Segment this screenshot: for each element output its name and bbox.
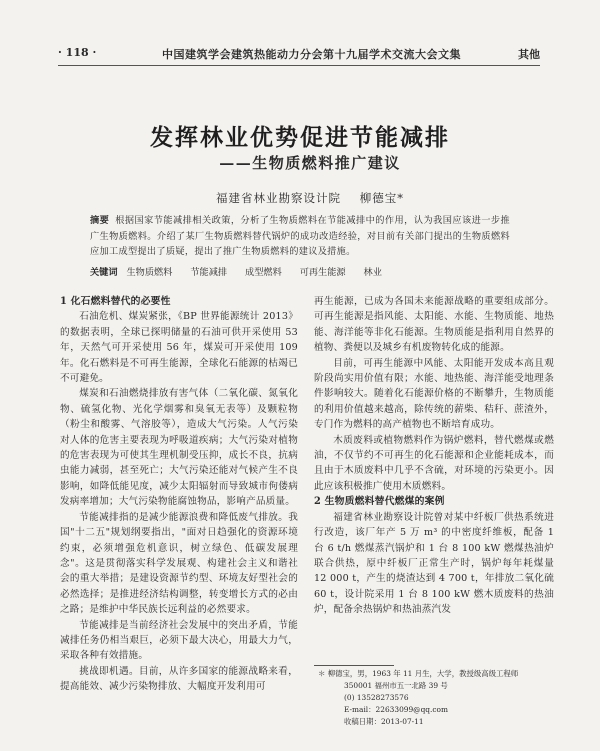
journal-title: 中国建筑学会建筑热能动力分会第十九届学术交流大会文集 [162,48,461,61]
body-paragraph: 挑战即机遇。目前，从许多国家的能源战略来看，提高能效、减少污染物排放、大幅度开发利用可 [60,665,298,693]
article-title: 发挥林业优势促进节能减排 [150,124,450,151]
keyword: 成型燃料 [245,267,282,278]
section-heading: 1 化石燃料替代的必要性 [60,296,171,307]
section-label: 其他 [518,48,540,61]
left-column [60,294,298,695]
author-affiliation: 福建省林业勘察设计院 [216,191,342,205]
author-name: 柳德宝* [359,191,404,205]
body-paragraph: 石油危机、煤炭紧张，《BP 世界能源统计 2013》的数据表明，全球已探明储量的石油可供开采使用 53 年，天然气可开采使用 56 年，煤炭可开采使用 109 年。化石燃料是不可再生能源，全球化石能源的枯竭已不可避免。 [60,311,298,385]
keyword: 节能减排 [190,267,228,278]
abstract [90,213,510,260]
body-paragraph: 再生能源，已成为各国未来能源战略的重要组成部分。可再生能源是指风能、太阳能、水能、生物质能、地热能、海洋能等非化石能源。生物质能是指利用自然界的植物、粪便以及城乡有机废物转化成的能源。 [314,296,554,354]
author-line [0,190,600,206]
body-paragraph: 节能减排是当前经济社会发展中的突出矛盾，节能减排任务仍相当艰巨，必须下最大决心，用最大力气，采取各种有效措施。 [60,619,298,662]
footnote-email: E-mail：22633099@qq.com [344,705,448,714]
body-paragraph: 煤炭和石油燃烧排放有害气体（二氧化碳、氮氧化物、硫氢化物、光化学烟雾和臭氧无表等）及颗粒物（粉尘和酸雾、气溶胶等），造成大气污染。人气污染对人体的危害主要表现为呼吸道疾病；大气污染对植物的危害表现为可使其生理机制受压抑，成长不良，抗病虫能力减弱，甚至死亡；大气污染还能对气候产生不良影响，如降低能见度，减少太阳辐射而导致城市佝偻病发病率增加；大气污染物能腐蚀物品，影响产品质量。 [60,388,298,508]
body-paragraph: 目前，可再生能源中风能、太阳能开发成本高且观阶段尚实用价值有限；水能、地热能、海洋能受地理条件影响较大。随着化石能源价格的不断攀升，生物质能的利用价值越来越高，除传统的薪柴、秸秆、蔗渣外，专门作为燃料的高产植物也不断培育成功。 [314,357,554,431]
abstract-label: 摘要 [90,215,110,226]
keywords-label: 关键词 [90,267,118,278]
keywords [90,264,510,278]
keyword: 林业 [363,267,382,278]
header-divider [58,65,540,66]
keyword: 生物质燃料 [126,267,173,278]
footnote-author-info: ＊ 柳德宝，男，1963 年 11 月生，大学，教授级高级工程师 [318,669,519,678]
article-subtitle: ——生物质燃料推广建议 [219,154,401,172]
body-paragraph: 木质废料或植物燃料作为锅炉燃料，替代燃煤或燃油，不仅节约不可再生的化石能源和企业能耗成本，而且由于木质废料中几乎不含硫，对环境的污染更小。因此应该积极推广使用木质燃料。 [314,434,554,492]
footnote-received-date: 收稿日期：2013-07-11 [344,717,424,726]
author-footnote [318,668,554,728]
footnote-phone: (0) 13528273576 [344,693,409,702]
footnote-address: 350001 福州市五一北路 39 号 [344,681,448,690]
body-paragraph: 节能减排指的是减少能源浪费和降低废气排放。我国"十二五"规划纲要指出，"面对日趋强化的资源环境约束，必须增强危机意识，树立绿色、低碳发展理念"。这是贯彻落实科学发展观、构建社会主义和谐社会的重大举措；是建设资源节约型、环境友好型社会的必然选择；是推进经济结构调整，转变增长方式的必由之路；是维护中华民族长远利益的必然要求。 [60,511,298,616]
abstract-text: 根据国家节能减排相关政策，分析了生物质燃料在节能减排中的作用，认为我国应该进一步推广生物质燃料。介绍了某厂生物质燃料替代锅炉的成功改造经验，对目前有关部门提出的生物质燃料应加工成型提出了质疑，提出了推广生物质燃料的建议及措施。 [90,215,510,258]
body-paragraph: 福建省林业勘察设计院曾对某中纤板厂供热系统进行改造，该厂年产 5 万 m³ 的中密度纤维板，配备 1 台 6 t/h 燃煤蒸汽锅炉和 1 台 8 100 kW 燃煤热油炉联合供热，原中纤板厂正常生产时，锅炉每年耗煤量 12 000 t，产生的烧渣达到 4 700 t，年排放二氧化硫 60 t，设计院采用 1 台 8 100 kW 燃木质废料的热油炉，配备余热锅炉和热油蒸汽发 [314,511,554,616]
page-number: · 118 · [58,46,97,59]
right-column [314,294,554,618]
keyword: 可再生能源 [299,267,346,278]
section-heading: 2 生物质燃料替代燃煤的案例 [314,496,445,508]
running-header [58,46,540,64]
footnote-divider [314,665,394,666]
